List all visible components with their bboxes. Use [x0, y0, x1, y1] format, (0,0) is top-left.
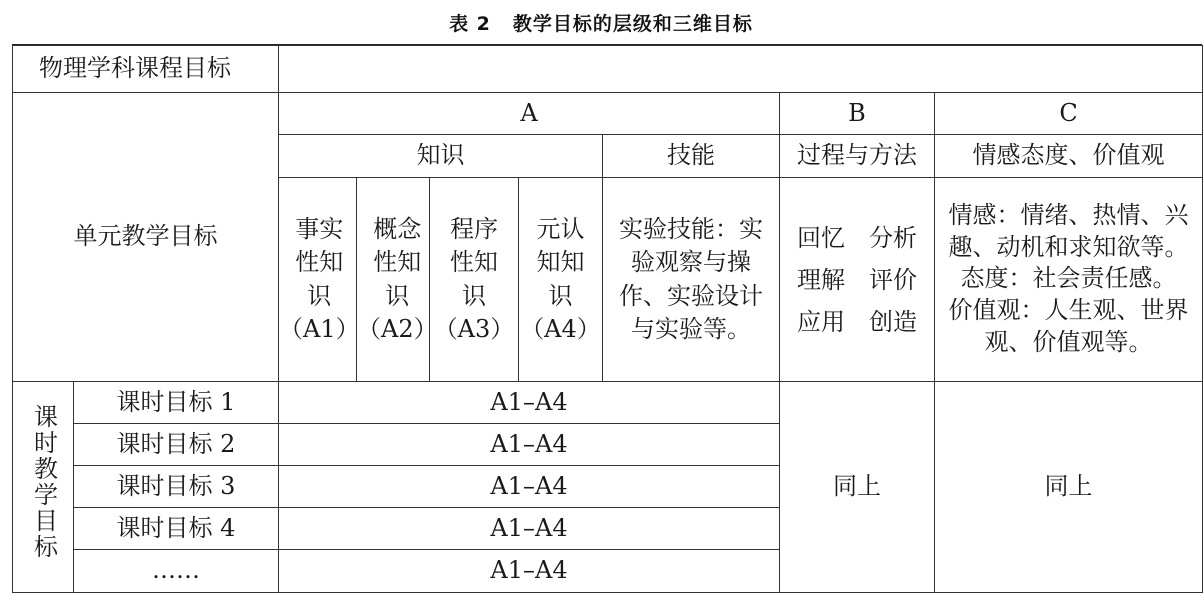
knowledge-type-line: 识 [385, 281, 410, 310]
dimension-b-header: B [780, 93, 935, 135]
knowledge-type-line: 识 [461, 281, 486, 310]
lesson-goal-a-value: A1–A4 [279, 382, 780, 424]
lesson-goal-a-value: A1–A4 [279, 550, 780, 593]
process-line: 回忆 分析 [797, 223, 917, 252]
unit-goal-label: 单元教学目标 [13, 93, 279, 382]
lesson-section-label: 课时教学目标 [29, 404, 58, 561]
lesson-goal-a-value: A1–A4 [279, 466, 780, 508]
knowledge-type-line: 事实 [295, 215, 344, 244]
table-caption [0, 0, 1202, 44]
lesson-goal-label: 课时目标 4 [74, 508, 279, 550]
same-as-above-c: 同上 [935, 382, 1203, 593]
skills-line: 验观察与操 [631, 248, 751, 277]
knowledge-type-code: （A1） [279, 314, 360, 343]
lesson-section-label-cell [13, 382, 74, 593]
same-as-above-b: 同上 [780, 382, 935, 593]
knowledge-type-a1 [279, 178, 360, 382]
process-method-header: 过程与方法 [780, 135, 935, 178]
process-line: 理解 评价 [797, 265, 917, 294]
emotion-values-header: 情感态度、价值观 [935, 135, 1203, 178]
table-number: 表 2 [449, 12, 491, 35]
knowledge-type-line: 性知 [449, 248, 498, 277]
dimension-c-header: C [935, 93, 1203, 135]
skills-line: 实验技能：实 [619, 215, 763, 244]
lesson-goal-label: 课时目标 1 [74, 382, 279, 424]
emotion-line: 情感：情绪、热情、兴 [948, 200, 1189, 229]
skills-line: 作、实验设计 [619, 281, 763, 310]
process-detail [780, 178, 935, 382]
knowledge-type-a2 [357, 178, 438, 382]
course-goal-blank [279, 46, 1203, 93]
skills-header: 技能 [603, 135, 780, 178]
knowledge-type-code: （A2） [357, 314, 438, 343]
lesson-goal-a-value: A1–A4 [279, 508, 780, 550]
knowledge-type-line: 识 [307, 281, 332, 310]
lesson-goal-label: 课时目标 2 [74, 424, 279, 466]
knowledge-type-line: 性知 [295, 248, 344, 277]
knowledge-type-code: （A4） [520, 314, 601, 343]
goals-table [12, 45, 1203, 593]
lesson-goal-label: …… [74, 550, 279, 593]
emotion-line: 趣、动机和求知欲等。 [948, 232, 1189, 261]
knowledge-type-line: 性知 [373, 248, 422, 277]
skills-line: 与实验等。 [631, 314, 751, 343]
knowledge-type-code: （A3） [433, 314, 515, 343]
emotion-line: 态度：社会责任感。 [960, 264, 1177, 293]
knowledge-type-line: 程序 [449, 215, 498, 244]
knowledge-type-line: 知知 [536, 248, 585, 277]
emotion-line: 观、价值观等。 [984, 328, 1153, 357]
knowledge-type-line: 概念 [373, 215, 422, 244]
skills-detail [603, 178, 780, 382]
lesson-goal-a-value: A1–A4 [279, 424, 780, 466]
emotion-detail [935, 178, 1203, 382]
table-title: 教学目标的层级和三维目标 [512, 12, 753, 35]
process-line: 应用 创造 [797, 307, 917, 336]
knowledge-header: 知识 [279, 135, 603, 178]
knowledge-type-line: 元认 [536, 215, 585, 244]
knowledge-type-line: 识 [548, 281, 573, 310]
dimension-a-header: A [279, 93, 780, 135]
course-goal-label: 物理学科课程目标 [13, 46, 279, 93]
lesson-goal-label: 课时目标 3 [74, 466, 279, 508]
knowledge-type-a3 [430, 178, 519, 382]
emotion-line: 价值观：人生观、世界 [948, 296, 1189, 325]
knowledge-type-a4 [519, 178, 603, 382]
